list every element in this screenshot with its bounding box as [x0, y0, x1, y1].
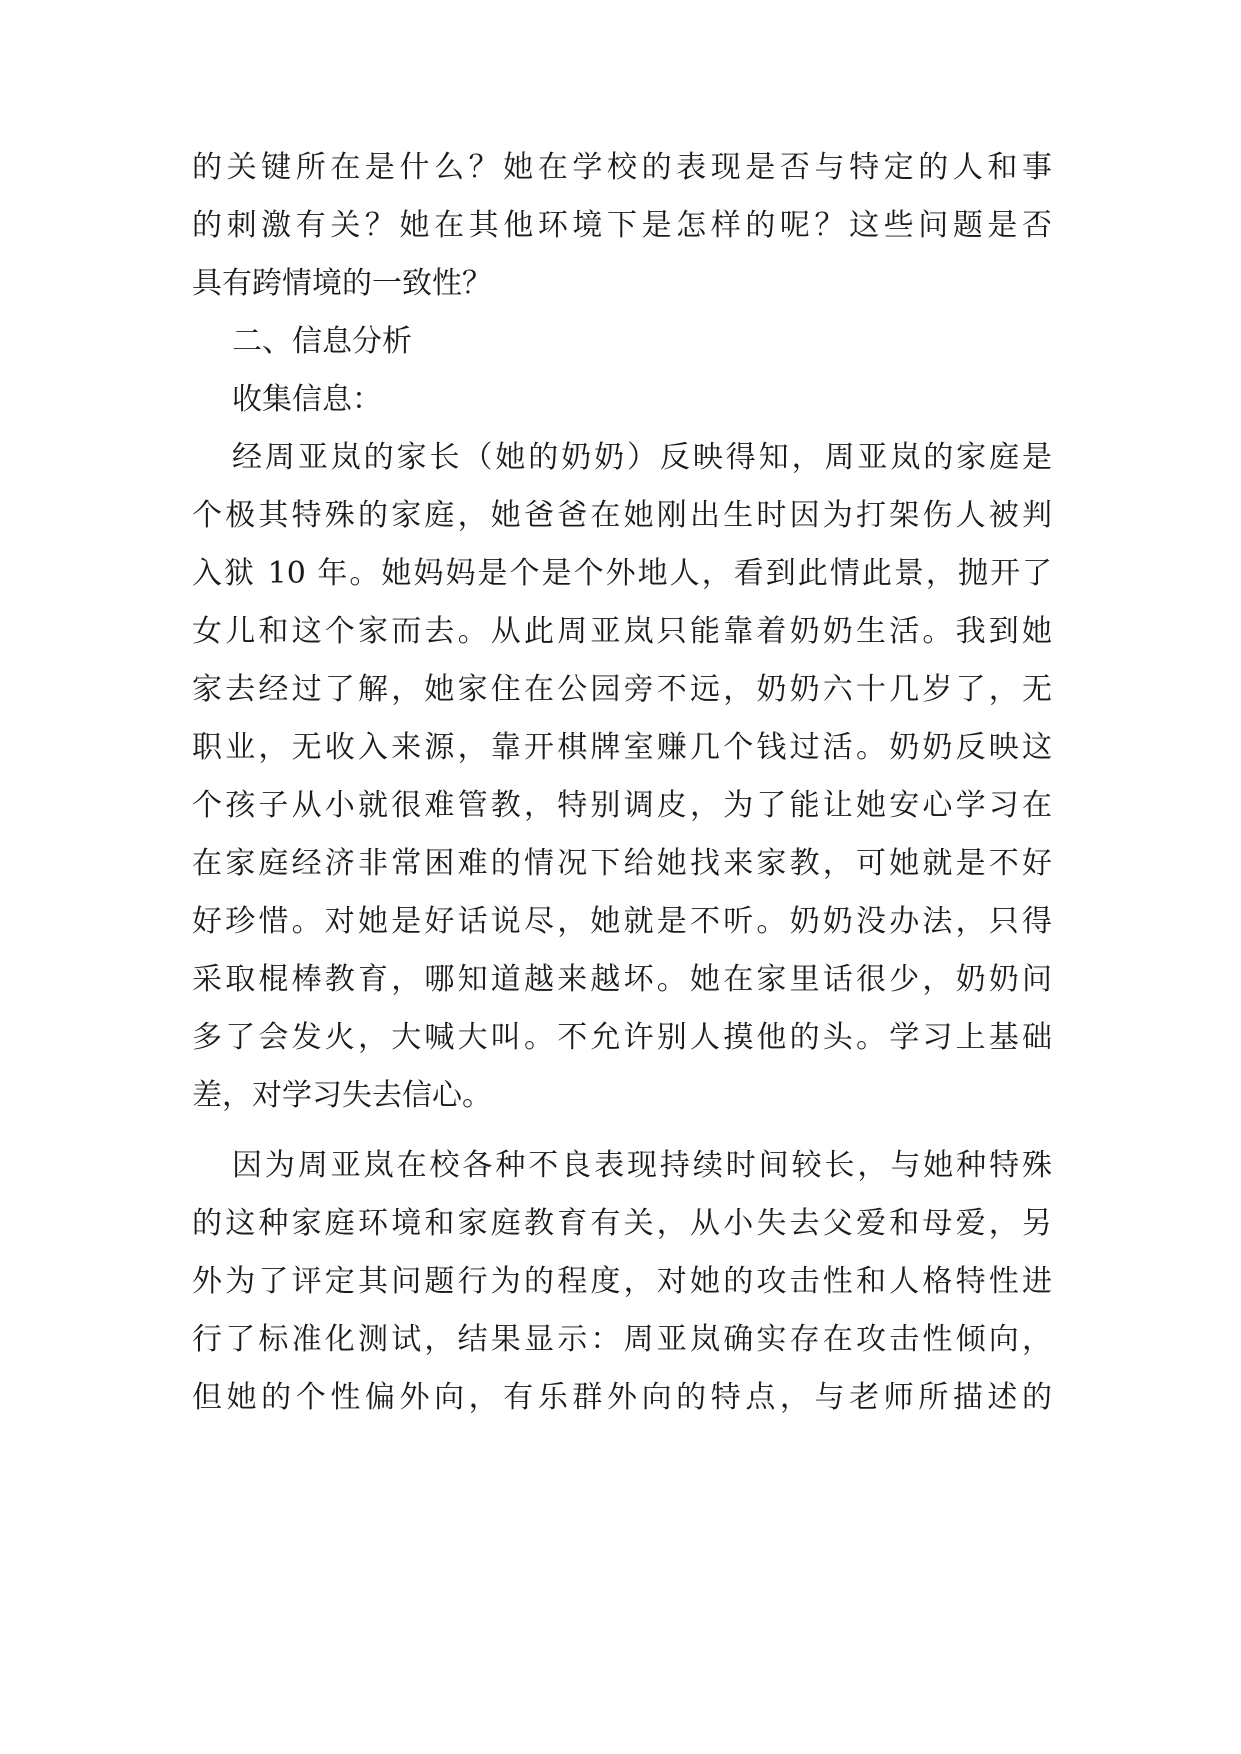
paragraph-line: 外为了评定其问题行为的程度，对她的攻击性和人格特性进 [192, 1264, 1052, 1299]
paragraph-line: 但她的个性偏外向，有乐群外向的特点，与老师所描述的 [192, 1380, 1052, 1415]
paragraph-line: 的这种家庭环境和家庭教育有关，从小失去父爱和母爱，另 [192, 1206, 1052, 1241]
paragraph-line: 职业，无收入来源，靠开棋牌室赚几个钱过活。奶奶反映这 [192, 730, 1052, 765]
paragraph-line: 的刺激有关？她在其他环境下是怎样的呢？这些问题是否 [192, 208, 1052, 243]
paragraph-line: 多了会发火，大喊大叫。不允许别人摸他的头。学习上基础 [192, 1020, 1052, 1055]
paragraph-line: 行了标准化测试，结果显示：周亚岚确实存在攻击性倾向， [192, 1322, 1052, 1357]
paragraph-line: 经周亚岚的家长（她的奶奶）反映得知，周亚岚的家庭是 [232, 440, 1052, 475]
paragraph-line: 因为周亚岚在校各种不良表现持续时间较长，与她种特殊 [232, 1148, 1052, 1183]
paragraph-line: 个孩子从小就很难管教，特别调皮，为了能让她安心学习在 [192, 788, 1052, 823]
paragraph-line: 具有跨情境的一致性？ [192, 266, 492, 301]
paragraph-line: 的关键所在是什么？她在学校的表现是否与特定的人和事 [192, 150, 1052, 185]
paragraph-line: 入狱 10 年。她妈妈是个是个外地人，看到此情此景，抛开了 [192, 556, 1052, 591]
paragraph-line: 采取棍棒教育，哪知道越来越坏。她在家里话很少，奶奶问 [192, 962, 1052, 997]
paragraph-line: 个极其特殊的家庭，她爸爸在她刚出生时因为打架伤人被判 [192, 498, 1052, 533]
paragraph-line: 家去经过了解，她家住在公园旁不远，奶奶六十几岁了，无 [192, 672, 1052, 707]
paragraph-line: 女儿和这个家而去。从此周亚岚只能靠着奶奶生活。我到她 [192, 614, 1052, 649]
subheading: 收集信息： [232, 382, 382, 417]
section-heading: 二、信息分析 [232, 324, 412, 359]
paragraph-line: 差，对学习失去信心。 [192, 1078, 492, 1113]
paragraph-line: 在家庭经济非常困难的情况下给她找来家教，可她就是不好 [192, 846, 1052, 881]
paragraph-line: 好珍惜。对她是好话说尽，她就是不听。奶奶没办法，只得 [192, 904, 1052, 939]
